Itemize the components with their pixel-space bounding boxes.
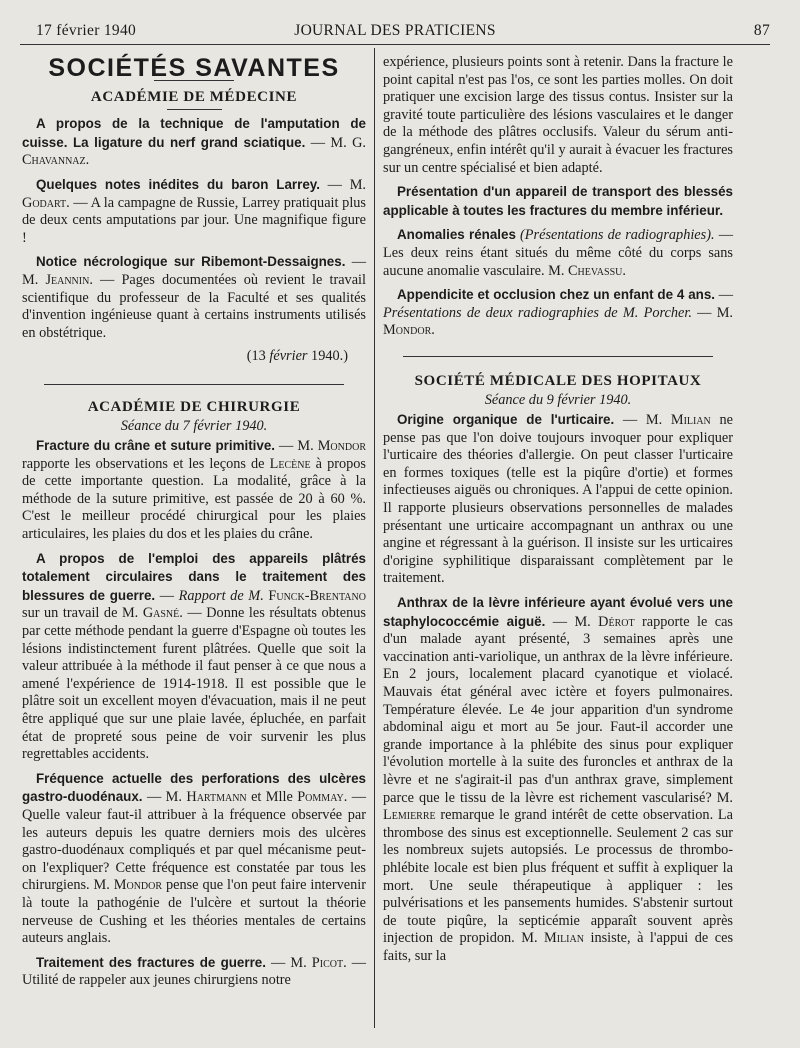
article-anomalies-renales — [383, 226, 733, 280]
author-name: Hartmann — [186, 789, 247, 806]
continuation-text: expérience, plusieurs points sont à retenir. Dans la fracture le point capital n'est pas l'os, ce sont les parties molles. On doit pratiquer une excision large des tissus contus. Insister sur la gravité toute particulière des lésions vasculaires et le danger de la méthode des plâtres occlusifs. Valeur du sérum anti-gangréneux, enfin intérêt qu'il y aurait à évacuer les fractures sur un centre spécialisé et bien adapté. — [383, 54, 733, 176]
article-text: pense que l'on peut faire intervenir là toute la pathogénie de l'ulcère et surtout la théorie nerveuse de Cushing et les théories mentales de certains auteurs anglais. — [22, 877, 366, 947]
article-transport — [383, 183, 733, 220]
author-name: Milian — [670, 412, 711, 429]
article-lead: Présentation d'un appareil de transport des blessés applicable à toutes les fractures du membre inférieur. — [383, 184, 733, 218]
article-italic: Présentations de deux radiographies de M. Porcher. — [383, 304, 692, 321]
author-name: Godart. — [22, 194, 70, 211]
article-text: — Donne les résultats obtenus par cette méthode pendant la guerre d'Espagne où toutes les lésions indistinctement furent plâtrées. Quelle que soit la valeur attribuée à la méthode il faut penser à ce que nous a amené l'expérience de 1914-1918. Il est possible que le plâtre soit un excellent moyen d'évacuation, mais il ne peut être appliqué que sur une plaie lavée, épluchée, en parfait état de propreté sous peine de voir survenir les plus regrettables accidents. — [22, 605, 366, 763]
left-column — [22, 54, 366, 996]
article-text: — M. — [691, 304, 734, 321]
article-anthrax — [383, 594, 733, 965]
author-name: Mondor — [317, 438, 366, 455]
article-lead: Anomalies rénales — [397, 227, 516, 243]
article-lead: Notice nécrologique sur Ribemont-Dessaignes. — [36, 254, 346, 270]
article-lead: Origine organique de l'urticaire. — [397, 412, 615, 428]
article-text: — M. — [545, 613, 599, 630]
author-name: Jeannin. — [45, 271, 93, 288]
dateline-text: 1940.) — [307, 348, 348, 365]
author-name: Lecène — [269, 455, 311, 472]
section-separator — [403, 356, 713, 357]
article-perforations-ulceres — [22, 770, 366, 948]
article-text: rapporte le cas d'un malade ayant présenté, 3 semaines après une vaccination anti-variolique, un anthrax de la lèvre inférieure. En 2 jours, localement placard cyanotique et violacé. Mauvais état général avec ictère et foyers pulmonaires. Température élevée. Le 4e jour apparition d'un syndrome abdominal aigu et mort au 5e jour. Faut-il accorder une grande importance à la phlébite des sinus pour expliquer l'évolution mortelle à la suite des furoncles et anthrax de la lèvre et ne s'agirait-il pas d'un anthrax grave, simplement parce que le tissu de la lèvre est richement vascularisé? M. — [383, 613, 733, 806]
author-name: Picot. — [311, 954, 347, 971]
session-date — [383, 392, 733, 410]
session-text: 1940. — [231, 417, 268, 434]
article-text: remarque le grand intérêt de cette observation. La thrombose des sinus est exceptionnelle. Seulement 2 cas sur les nombreux sujets autopsiés. Le processus de thrombo-phlébite locale est bien plus fréquent et suffit à expliquer la mort. Une seule thérapeutique à appliquer : les pulvérisations et les pansements humides. S'abstenir surtout de toute piqûre, la septicémie apparaît souvent après injection de propidon. M. — [383, 807, 733, 947]
section-rule — [167, 109, 222, 110]
article-larrey — [22, 176, 366, 247]
article-text: — M. — [142, 789, 187, 806]
article-lead: Quelques notes inédites du baron Larrey. — [36, 176, 320, 192]
article-lead: Fracture du crâne et suture primitive. — [36, 438, 275, 454]
right-column — [383, 54, 733, 972]
article-italic: (Présentations de radiographies). — [515, 227, 715, 244]
article-text: — A la campagne de Russie, Larrey pratiquait plus de deux cents amputations par jour. Une magnifique figure ! — [22, 194, 366, 246]
article-urticaire — [383, 411, 733, 588]
article-lead: A propos de l'emploi des appareils plâtrés totalement circulaires dans le traitement des blessures de guerre. — [22, 550, 366, 603]
article-text: — Utilité de rappeler aux jeunes chirurgiens notre — [22, 954, 367, 989]
section-heading-academie-chirurgie: ACADÉMIE DE CHIRURGIE — [87, 398, 301, 415]
section-heading-societe-medicale: SOCIÉTÉ MÉDICALE DES HOPITAUX — [414, 372, 702, 389]
article-text: — M. — [614, 412, 671, 429]
session-text: 1940. — [595, 391, 632, 408]
article-text: et Mlle — [246, 789, 298, 806]
article-fracture-crane — [22, 437, 366, 544]
article-text: à propos de cette importante question. La modalité, grâce à la méthode de la suture primitive, est passée de 20 à 60 %. C'est le meilleur procédé chirurgical pour les plaies articulaires, les plaies du dos et les plaies du crâne. — [22, 455, 366, 543]
header-date: 17 février 1940 — [36, 22, 137, 39]
article-fractures-guerre — [22, 954, 366, 990]
author-name: Gasné. — [142, 605, 183, 622]
session-text: Séance du 9 — [484, 391, 558, 408]
article-lead: Traitement des fractures de guerre. — [36, 954, 266, 970]
session-month: février — [193, 417, 232, 434]
article-text: — — [715, 287, 733, 304]
article-lead: Appendicite et occlusion chez un enfant de 4 ans. — [397, 287, 715, 303]
article-text: — Pages documentées où revient le travail scientifique du professeur de la Faculté et ses qualités d'invention ingénieuse quant à certains instruments utilisés en obstétrique. — [22, 271, 366, 341]
article-text: ne pense pas que l'on doive toujours invoquer pour expliquer l'urticaire des théories d'allergie. On peut classer l'urticaire en formes toxiques (telle est la piqûre d'ortie) et formes infectieuses aiguës ou chroniques. A l'appui de cette opinion. Il rapporte plusieurs observations personnelles de malades présentant une urticaire accompagnant un anthrax ou une angine et régressant à la guérison. Il insiste sur les urticaires d'origine syphilitique disparaissant complètement par le traitement. — [383, 412, 733, 587]
article-text: sur un travail de M. — [22, 605, 143, 622]
header-page-number: 87 — [753, 22, 770, 39]
author-name: Pommay. — [297, 789, 348, 806]
author-name: Mondor. — [383, 322, 435, 339]
page-header — [20, 18, 770, 45]
column-divider — [374, 48, 375, 1028]
article-appendicite — [383, 286, 733, 340]
author-name: Dérot — [598, 613, 635, 630]
article-text: — Quelle valeur faut-il attribuer à la fréquence observée par les auteurs depuis les quatre derniers mois des ulcères gastro-duodénaux compliqués et par quel mécanisme peut-on l'expliquer? Cette fréquence est constatée par tous les chirurgiens. M. — [22, 789, 367, 894]
article-lead: Fréquence actuelle des perforations des ulcères gastro-duodénaux. — [22, 770, 366, 805]
dateline-month: février — [269, 348, 308, 365]
article-text: — M. — [319, 176, 366, 193]
article-text: insiste, à l'appui de ces faits, sur la — [383, 930, 734, 964]
header-journal-title: JOURNAL DES PRATICIENS — [294, 22, 496, 39]
main-title: SOCIÉTÉS SAVANTES — [48, 54, 340, 82]
article-amputation — [22, 115, 366, 170]
dateline — [22, 348, 348, 366]
article-appareils-platres — [22, 550, 366, 764]
author-name: Mondor — [113, 877, 163, 894]
author-name: Chavannaz. — [22, 152, 90, 169]
session-month: février — [557, 391, 596, 408]
section-heading-academie-medecine: ACADÉMIE DE MÉDECINE — [90, 88, 298, 105]
article-lead: Anthrax de la lèvre inférieure ayant évolué vers une staphylococcémie aiguë. — [383, 595, 733, 629]
article-text: — M. — [265, 954, 312, 971]
session-date — [22, 418, 366, 436]
author-name: Lemierre — [383, 807, 436, 824]
article-text: — Les deux reins étant situés du même côté du corps sans aucune anomalie vasculaire. M. — [383, 227, 733, 279]
article-text: — M. — [22, 254, 366, 288]
article-lead: A propos de la technique de l'amputation de cuisse. La ligature du nerf grand sciatique. — [22, 116, 366, 150]
article-text: — M. — [275, 438, 318, 455]
article-text: — M. G. — [305, 134, 366, 151]
session-text: Séance du 7 — [120, 417, 194, 434]
author-name: Chevassu. — [568, 262, 626, 279]
section-separator — [44, 384, 344, 385]
article-text: rapporte les observations et les leçons de — [22, 455, 270, 472]
dateline-text: (13 — [246, 348, 270, 365]
author-name: Milian — [544, 930, 584, 947]
author-name: Funck-Brentano — [263, 587, 366, 604]
article-ribemont — [22, 253, 366, 342]
article-text: — — [155, 587, 179, 604]
article-italic: Rapport de M. — [178, 587, 264, 604]
